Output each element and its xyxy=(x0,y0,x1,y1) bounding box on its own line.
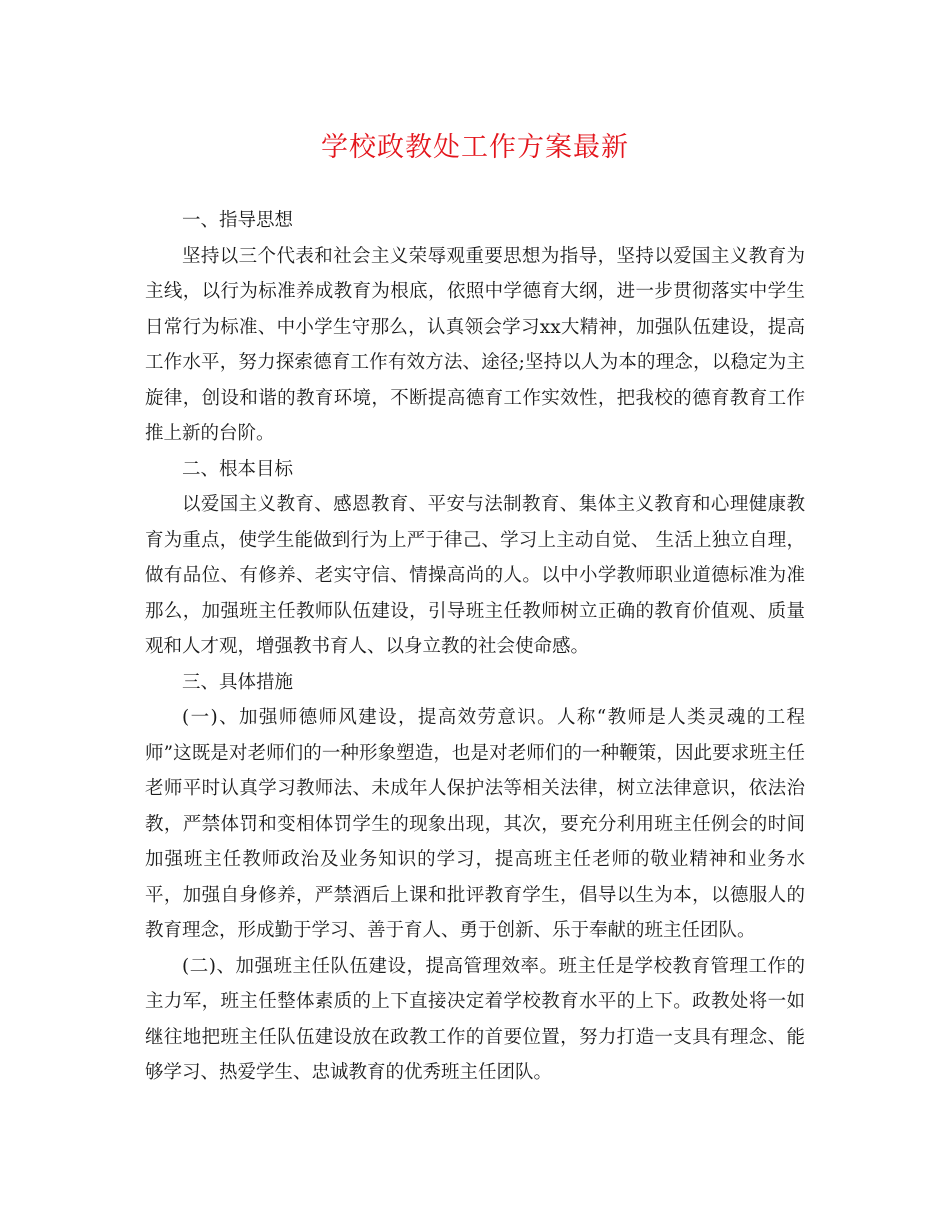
section-heading-basic-goals: 二、根本目标 xyxy=(182,458,294,480)
section-paragraph: (二)、加强班主任队伍建设，提高管理效率。班主任是学校教育管理工作的主力军，班主任整体素质的上下直接决定着学校教育水平的上下。政教处将一如继往地把班主任队伍建设放在政教工作的首要位置，努力打造一支具有理念、能够学习、热爱学生、忠诚教育的优秀班主任团队。 xyxy=(145,955,805,1083)
document-body xyxy=(145,203,805,1091)
document-title: 学校政教处工作方案最新 xyxy=(321,132,629,163)
section-paragraph: 坚持以三个代表和社会主义荣辱观重要思想为指导，坚持以爱国主义教育为主线，以行为标准养成教育为根底，依照中学德育大纲，进一步贯彻落实中学生日常行为标准、中小学生守那么，认真领会学习xx大精神，加强队伍建设，提高工作水平，努力探索德育工作有效方法、途径;坚持以人为本的理念，以稳定为主旋律，创设和谐的教育环境，不断提高德育工作实效性，把我校的德育教育工作推上新的台阶。 xyxy=(145,245,805,444)
section-heading-guiding-ideology: 一、指导思想 xyxy=(182,210,294,231)
section-heading-specific-measures: 三、具体措施 xyxy=(182,671,294,693)
section-paragraph: (一)、加强师德师风建设，提高效劳意识。人称“教师是人类灵魂的工程师”这既是对老师们的一种形象塑造，也是对老师们的一种鞭策，因此要求班主任老师平时认真学习教师法、未成年人保护法等相关法律，树立法律意识，依法治教，严禁体罚和变相体罚学生的现象出现，其次，要充分利用班主任例会的时间加强班主任教师政治及业务知识的学习，提高班主任老师的敬业精神和业务水平，加强自身修养，严禁酒后上课和批评教育学生，倡导以生为本，以德服人的教育理念，形成勤于学习、善于育人、勇于创新、乐于奉献的班主任团队。 xyxy=(145,707,805,941)
section-paragraph: 以爱国主义教育、感恩教育、平安与法制教育、集体主义教育和心理健康教育为重点，使学生能做到行为上严于律己、学习上主动自觉、 生活上独立自理，做有品位、有修养、老实守信、情操高尚的人。以中小学教师职业道德标准为准那么，加强班主任教师队伍建设，引导班主任教师树立正确的教育价值观、质量观和人才观，增强教书育人、以身立教的社会使命感。 xyxy=(145,494,805,657)
